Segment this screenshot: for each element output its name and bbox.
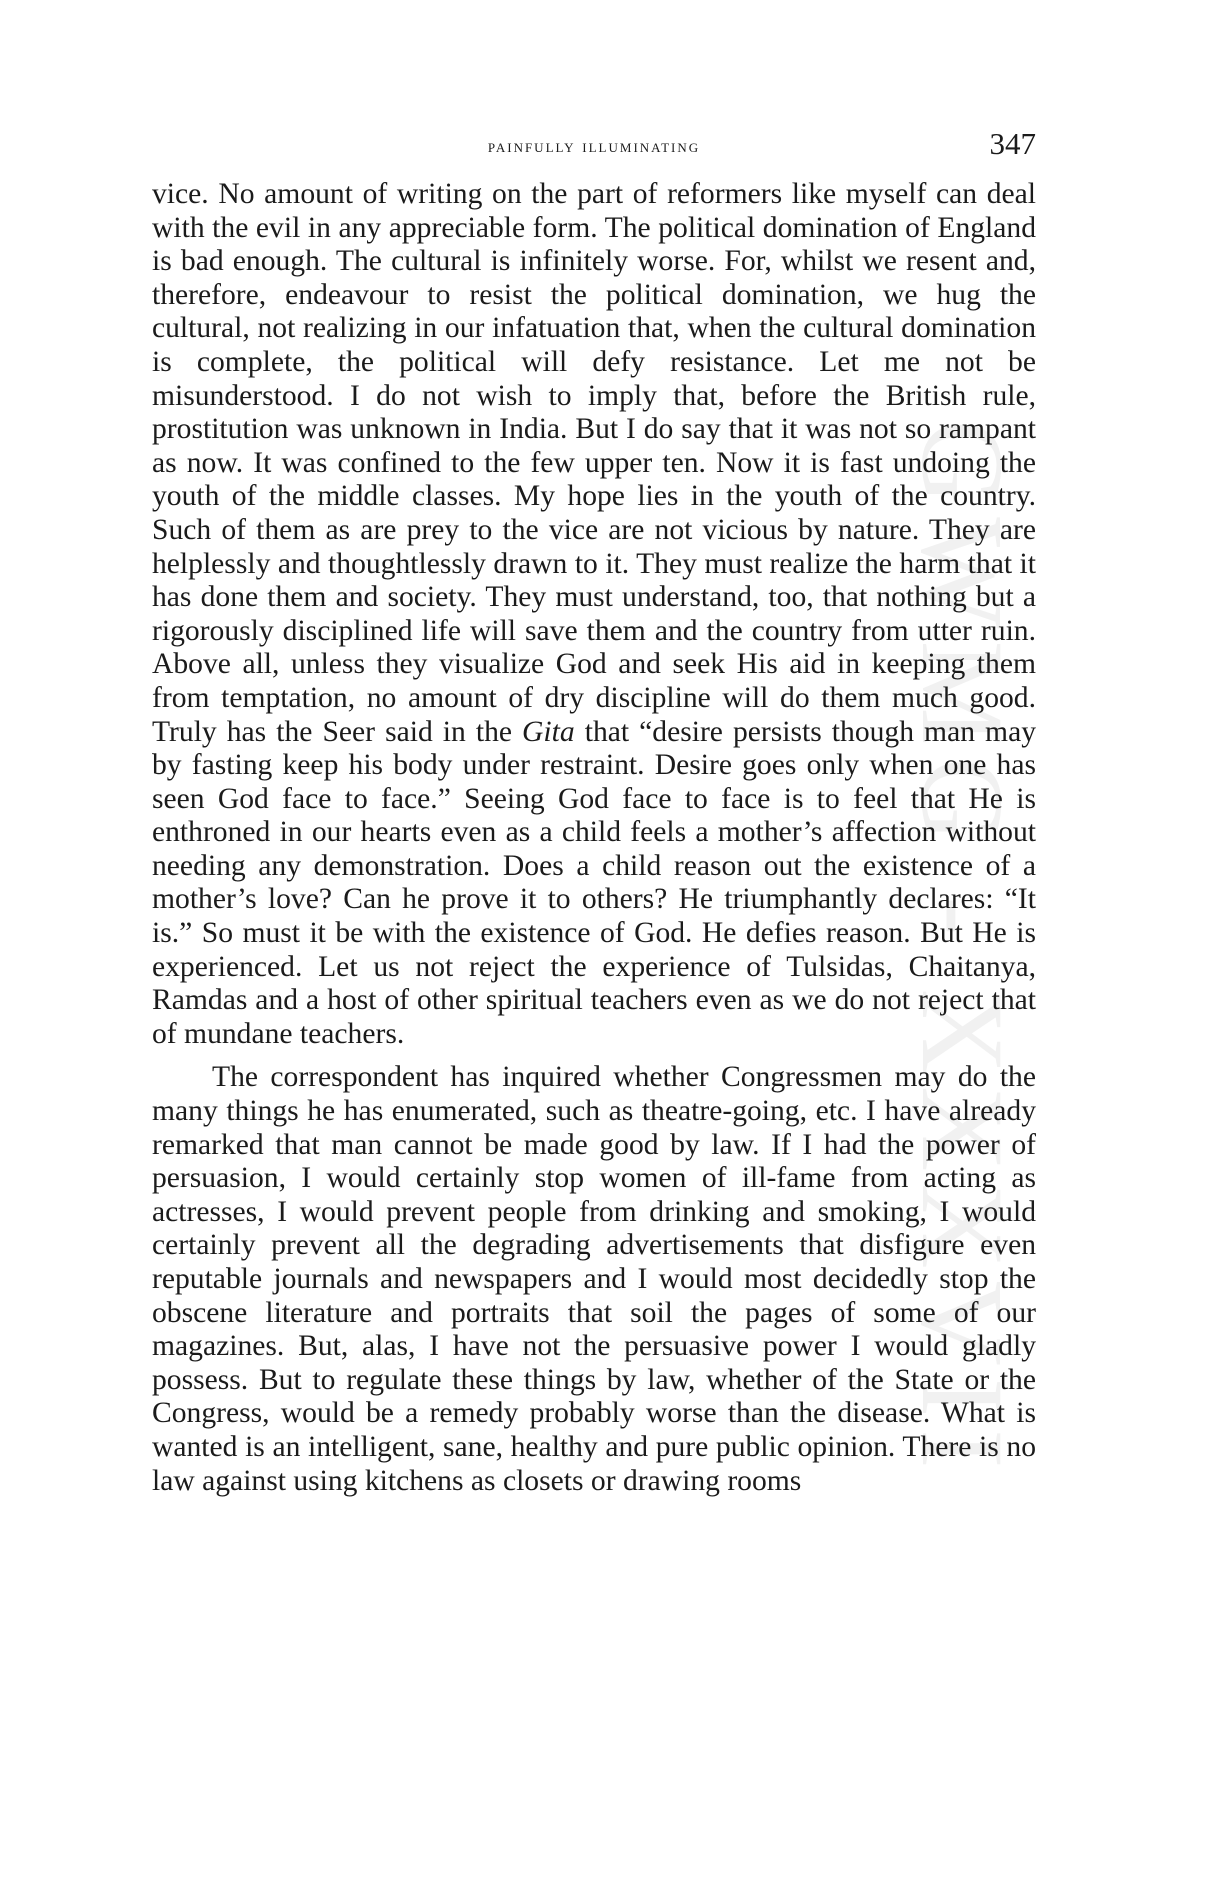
paragraph-1-italic-title: Gita [522,715,575,748]
paragraph-2: The correspondent has inquired whether Congressmen may do the many things he has enumerated, such as theatre-going, etc. I have already remarked that man cannot be made good by law. If I had the power of persuasion, I would certainly stop women of ill-fame from acting as actresses, I would prevent people from drinking and smoking, I would certainly prevent all the degrading advertisements that disfigure even reputable journals and newspapers and I would most decidedly stop the obscene literature and portraits that soil the pages of some of our magazines. But, alas, I have not the persuasive power I would gladly possess. But to regulate these things by law, whether of the State or the Congress, would be a remedy probably worse than the disease. What is wanted is an intelligent, sane, healthy and pure public opinion. There is no law against using kitchens as closets or drawing rooms [152,1061,1036,1497]
watermark: GWMG - XXXVII [897,420,1028,1481]
running-head: painfully illuminating [487,136,701,157]
paragraph-1-text-b: that “desire persists though man may by fasting keep his body under restraint. Desire goes only when one has seen God face to face.” Seeing God face to face is to feel that He is enthroned in our hearts even as a child feels a mother’s affection without needing any demonstration. Does a child reason out the existence of a mother’s love? Can he prove it to others? He triumphantly declares: “It is.” So must it be with the existence of God. He defies reason. But He is experienced. Let us not reject the experience of Tulsidas, Chaitanya, Ramdas and a host of other spiritual teachers even as we do not reject that of mundane teachers. [152,715,1036,1050]
body-text [152,178,1036,1498]
page-number: 347 [989,126,1036,161]
page-header [152,124,1036,164]
paragraph-1-text-a: vice. No amount of writing on the part of reformers like myself can deal with the evil in any appreciable form. The political domination of England is bad enough. The cultural is infinitely worse. For, whilst we resent and, therefore, endeavour to resist the political domination, we hug the cultural, not realizing in our infatuation that, when the cultural domination is complete, the political will defy resistance. Let me not be misunderstood. I do not wish to imply that, before the British rule, prostitution was unknown in India. But I do say that it was not so rampant as now. It was confined to the few upper ten. Now it is fast undoing the youth of the middle classes. My hope lies in the youth of the country. Such of them as are prey to the vice are not vicious by nature. They are helplessly and thoughtlessly drawn to it. They must realize the harm that it has done them and society. They must understand, too, that nothing but a rigorously disciplined life will save them and the country from utter ruin. Above all, unless they visualize God and seek His aid in keeping them from temptation, no amount of dry discipline will do them much good. Truly has the Seer said in the [152,178,1036,748]
paragraph-1 [152,178,1036,1051]
